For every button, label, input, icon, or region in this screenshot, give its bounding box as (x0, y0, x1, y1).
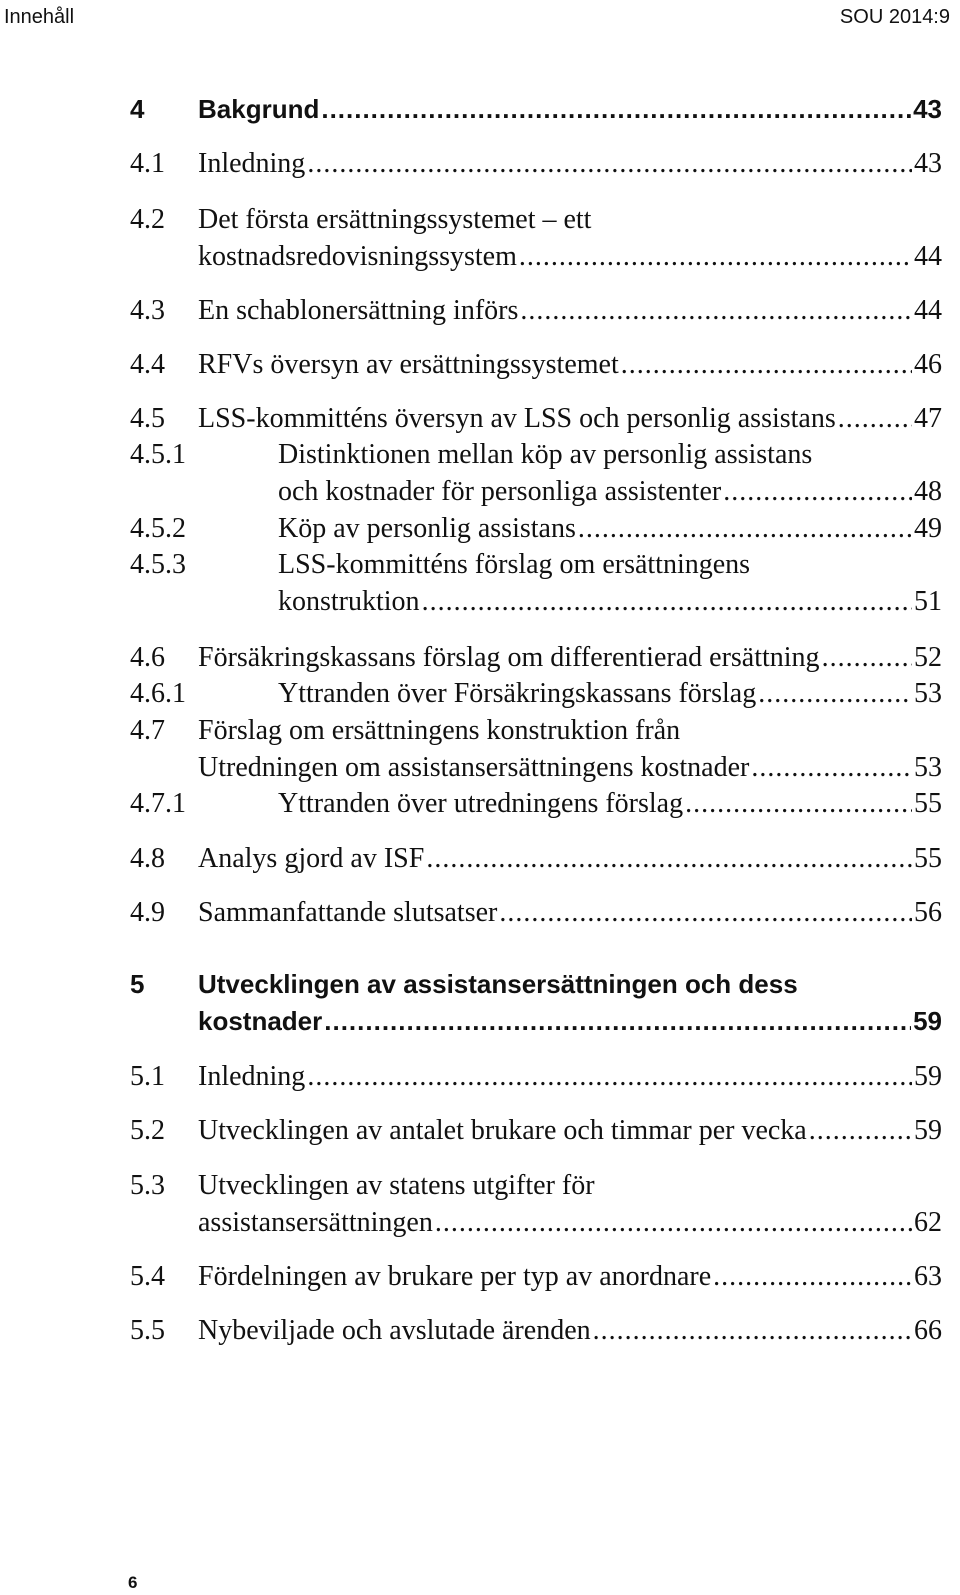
toc-number: 4.7 (130, 715, 165, 746)
toc-line (198, 400, 942, 437)
toc-page-number: 46 (914, 349, 942, 380)
toc-line (198, 894, 942, 931)
toc-page-number: 49 (914, 513, 942, 544)
toc-section-4-6[interactable] (130, 639, 942, 676)
toc-title-continued: kostnadsredovisningssystem (198, 241, 517, 272)
toc-title: Fördelningen av brukare per typ av anordnare (198, 1261, 712, 1292)
toc-line (198, 292, 942, 329)
toc-leader-dots (435, 1204, 912, 1241)
toc-number: 4.8 (130, 843, 165, 874)
toc-page-number: 59 (914, 1115, 942, 1146)
toc-number: 4.6 (130, 642, 165, 673)
toc-section-4-3[interactable] (130, 292, 942, 329)
toc-leader-dots (426, 840, 912, 877)
toc-page-number: 63 (914, 1261, 942, 1292)
toc-line (198, 201, 942, 238)
toc-number: 4.5.3 (130, 549, 186, 580)
toc-leader-dots (520, 292, 912, 329)
toc-leader-dots (751, 749, 912, 786)
toc-title-continued: konstruktion (278, 586, 420, 617)
toc-line (198, 346, 942, 383)
toc-title-continued: Utredningen om assistansersättningens kostnader (198, 752, 750, 783)
toc-title: Inledning (198, 1061, 306, 1092)
toc-leader-dots (422, 583, 912, 620)
toc-line (198, 1167, 942, 1204)
toc-leader-dots (723, 473, 912, 510)
toc-page-number: 48 (914, 476, 942, 507)
toc-leader-dots (593, 1312, 912, 1349)
toc-leader-dots (838, 400, 912, 437)
toc-number: 5.5 (130, 1315, 165, 1346)
toc-line (198, 1312, 942, 1349)
toc-number: 5.4 (130, 1261, 165, 1292)
toc-section-4-8[interactable] (130, 840, 942, 877)
toc-page-number: 53 (914, 752, 942, 783)
running-header-report-id: SOU 2014:9 (839, 6, 950, 28)
toc-line (198, 966, 942, 1003)
toc-page-number: 56 (914, 897, 942, 928)
toc-line (278, 583, 942, 620)
toc-chapter-5[interactable] (130, 966, 942, 1040)
toc-number: 5.2 (130, 1115, 165, 1146)
toc-line (278, 510, 942, 547)
toc-title-continued: assistansersättningen (198, 1207, 433, 1238)
toc-title: Nybeviljade och avslutade ärenden (198, 1315, 591, 1346)
toc-page-number: 44 (914, 241, 942, 272)
toc-number: 4 (130, 94, 145, 124)
toc-leader-dots (324, 1003, 911, 1040)
toc-number: 4.5.2 (130, 513, 186, 544)
toc-title-continued: och kostnader för personliga assistenter (278, 476, 722, 507)
toc-line (198, 145, 942, 182)
toc-page-number: 59 (914, 1061, 942, 1092)
toc-number: 5.1 (130, 1061, 165, 1092)
toc-number: 5.3 (130, 1170, 165, 1201)
toc-leader-dots (758, 675, 912, 712)
toc-leader-dots (321, 91, 911, 128)
toc-title: Distinktionen mellan köp av personlig assistans (278, 439, 813, 470)
toc-line (198, 91, 942, 128)
toc-section-5-5[interactable] (130, 1312, 942, 1349)
toc-leader-dots (621, 346, 912, 383)
toc-line (198, 840, 942, 877)
toc-line (198, 712, 942, 749)
toc-leader-dots (685, 785, 912, 822)
toc-title: Utvecklingen av antalet brukare och timmar per vecka (198, 1115, 807, 1146)
toc-line (198, 1112, 942, 1149)
toc-leader-dots (307, 145, 912, 182)
toc-page-number: 55 (914, 788, 942, 819)
toc-line (198, 1258, 942, 1295)
toc-title: Bakgrund (198, 94, 320, 124)
toc-number: 5 (130, 969, 145, 999)
toc-page-number: 53 (914, 678, 942, 709)
toc-page-number: 43 (913, 94, 942, 124)
toc-page-number: 55 (914, 843, 942, 874)
toc-line (198, 1204, 942, 1241)
toc-section-5-2[interactable] (130, 1112, 942, 1149)
toc-title: Förslag om ersättningens konstruktion från (198, 715, 681, 746)
toc-page-number: 52 (914, 642, 942, 673)
toc-line (198, 639, 942, 676)
toc-subsection-4-6-1[interactable] (130, 675, 942, 712)
toc-line (278, 546, 942, 583)
toc-line (278, 785, 942, 822)
toc-line (198, 749, 942, 786)
toc-title: Inledning (198, 148, 306, 179)
toc-title: Yttranden över Försäkringskassans förslag (278, 678, 757, 709)
toc-title: Försäkringskassans förslag om differentierad ersättning (198, 642, 820, 673)
toc-leader-dots (809, 1112, 912, 1149)
toc-title: Köp av personlig assistans (278, 513, 576, 544)
toc-number: 4.3 (130, 295, 165, 326)
toc-number: 4.5 (130, 403, 165, 434)
toc-title: LSS-kommitténs förslag om ersättningens (278, 549, 751, 580)
toc-section-4-7[interactable] (130, 712, 942, 786)
toc-number: 4.7.1 (130, 788, 186, 819)
toc-title: Yttranden över utredningens förslag (278, 788, 684, 819)
toc-leader-dots (713, 1258, 912, 1295)
toc-page-number: 44 (914, 295, 942, 326)
toc-section-5-4[interactable] (130, 1258, 942, 1295)
toc-leader-dots (519, 238, 912, 275)
toc-line (278, 675, 942, 712)
toc-subsection-4-5-1[interactable] (130, 436, 942, 510)
toc-number: 4.9 (130, 897, 165, 928)
toc-leader-dots (822, 639, 912, 676)
toc-section-4-2[interactable] (130, 201, 942, 275)
footer-page-number: 6 (128, 1573, 138, 1592)
toc-section-5-3[interactable] (130, 1167, 942, 1241)
toc-number: 4.4 (130, 349, 165, 380)
toc-line (278, 436, 942, 473)
toc-section-4-9[interactable] (130, 894, 942, 931)
toc-number: 4.6.1 (130, 678, 186, 709)
toc-subsection-4-7-1[interactable] (130, 785, 942, 822)
toc-title: RFVs översyn av ersättningssystemet (198, 349, 619, 380)
toc-title: Utvecklingen av assistansersättningen och dess (198, 969, 798, 999)
toc-section-4-4[interactable] (130, 346, 942, 383)
toc-title: Det första ersättningssystemet – ett (198, 204, 592, 235)
toc-chapter-4[interactable] (130, 91, 942, 128)
toc-page-number: 43 (914, 148, 942, 179)
toc-section-4-5[interactable] (130, 400, 942, 437)
toc-leader-dots (307, 1058, 912, 1095)
toc-section-4-1[interactable] (130, 145, 942, 182)
toc-title: En schablonersättning införs (198, 295, 519, 326)
toc-subsection-4-5-3[interactable] (130, 546, 942, 620)
toc-title: Sammanfattande slutsatser (198, 897, 498, 928)
toc-page-number: 66 (914, 1315, 942, 1346)
toc-line (198, 1058, 942, 1095)
toc-title: Analys gjord av ISF (198, 843, 425, 874)
toc-subsection-4-5-2[interactable] (130, 510, 942, 547)
toc-number: 4.1 (130, 148, 165, 179)
toc-line (198, 1003, 942, 1040)
toc-title: Utvecklingen av statens utgifter för (198, 1170, 595, 1201)
toc-page-number: 62 (914, 1207, 942, 1238)
toc-leader-dots (578, 510, 912, 547)
toc-section-5-1[interactable] (130, 1058, 942, 1095)
toc-page-number: 47 (914, 403, 942, 434)
toc-page-number: 59 (913, 1006, 942, 1036)
toc-number: 4.5.1 (130, 439, 186, 470)
toc-leader-dots (499, 894, 912, 931)
toc-line (198, 238, 942, 275)
running-header-section: Innehåll (4, 6, 75, 28)
toc-line (278, 473, 942, 510)
toc-title: LSS-kommitténs översyn av LSS och personlig assistans (198, 403, 836, 434)
toc-title-continued: kostnader (198, 1006, 323, 1036)
toc-number: 4.2 (130, 204, 165, 235)
toc-page-number: 51 (914, 586, 942, 617)
